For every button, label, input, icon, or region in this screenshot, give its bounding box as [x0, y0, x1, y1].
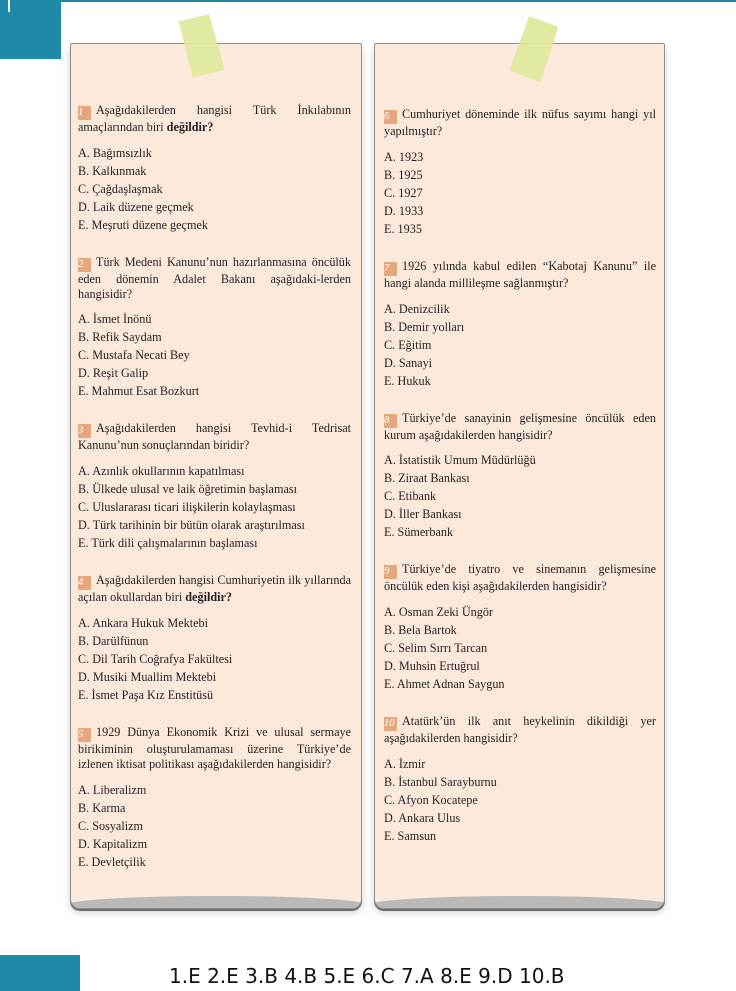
- top-accent-line: [0, 0, 736, 2]
- option-b[interactable]: B. Ziraat Bankası: [384, 471, 470, 486]
- question-text: [384, 714, 656, 746]
- option-b[interactable]: B. Bela Bartok: [384, 623, 457, 638]
- question-number-badge: 2: [78, 258, 91, 272]
- option-d[interactable]: D. Türk tarihinin bir bütün olarak araştırılması: [78, 518, 305, 533]
- option-list: [384, 451, 656, 541]
- question-number-badge: 6: [384, 110, 397, 124]
- option-c[interactable]: C. Uluslararası ticari ilişkilerin kolaylaşması: [78, 500, 296, 515]
- question-8: [384, 411, 656, 542]
- option-c[interactable]: C. Afyon Kocatepe: [384, 792, 478, 807]
- question-stem: Aşağıdakilerden hangisi Cumhuriyetin ilk yıllarında açılan okullardan biri: [78, 573, 351, 605]
- question-stem: Türkiye’de tiyatro ve sinemanın gelişmesine öncülük eden kişi aşağıdakilerden hangisidir?: [384, 562, 656, 594]
- card-curl: [374, 896, 665, 909]
- option-d[interactable]: D. Reşit Galip: [78, 366, 149, 381]
- question-text: [384, 259, 656, 291]
- question-2: [78, 255, 351, 401]
- question-text: [78, 103, 351, 135]
- option-b[interactable]: B. Ülkede ulusal ve laik öğretimin başlaması: [78, 482, 297, 497]
- option-b[interactable]: B. 1925: [384, 167, 423, 182]
- option-list: [78, 310, 351, 400]
- option-e[interactable]: E. 1935: [384, 221, 422, 236]
- question-emphasis: değildir?: [166, 120, 214, 134]
- option-e[interactable]: E. İsmet Paşa Kız Enstitüsü: [78, 687, 214, 702]
- option-b[interactable]: B. İstanbul Sarayburnu: [384, 774, 497, 789]
- question-text: [78, 725, 351, 772]
- option-d[interactable]: D. Laik düzene geçmek: [78, 199, 194, 214]
- option-a[interactable]: A. Liberalizm: [78, 782, 147, 797]
- option-b[interactable]: B. Darülfünun: [78, 633, 149, 648]
- card-curl: [70, 896, 362, 909]
- question-number-badge: 4: [78, 576, 91, 590]
- question-text: [384, 411, 656, 443]
- bottom-accent-block: [0, 955, 80, 991]
- option-a[interactable]: A. Osman Zeki Üngör: [384, 605, 493, 620]
- option-d[interactable]: D. Musiki Muallim Mektebi: [78, 669, 217, 684]
- question-stem: Aşağıdakilerden hangisi Türk İnkılabının amaçlarından biri: [78, 103, 351, 134]
- option-d[interactable]: D. Ankara Ulus: [384, 810, 461, 825]
- question-text: [78, 255, 351, 302]
- option-c[interactable]: C. Sosyalizm: [78, 818, 144, 833]
- option-e[interactable]: E. Türk dili çalışmalarının başlaması: [78, 536, 258, 551]
- option-c[interactable]: C. Dil Tarih Coğrafya Fakültesi: [78, 651, 233, 666]
- option-list: [78, 462, 351, 552]
- option-d[interactable]: D. 1933: [384, 203, 424, 218]
- option-c[interactable]: C. Çağdaşlaşmak: [78, 181, 163, 196]
- right-question-column: [384, 107, 656, 866]
- question-10: [384, 714, 656, 845]
- question-number-badge: 8: [384, 414, 397, 428]
- option-c[interactable]: C. Mustafa Necati Bey: [78, 348, 190, 363]
- question-stem: 1926 yılında kabul edilen “Kabotaj Kanunu” ile hangi alanda millileşme sağlanmıştır?: [384, 258, 656, 290]
- option-list: [384, 755, 656, 845]
- option-d[interactable]: D. Muhsin Ertuğrul: [384, 659, 480, 674]
- option-list: [384, 300, 656, 390]
- question-9: [384, 562, 656, 693]
- option-b[interactable]: B. Kalkınmak: [78, 163, 147, 178]
- option-c[interactable]: C. 1927: [384, 185, 423, 200]
- option-e[interactable]: E. Mahmut Esat Bozkurt: [78, 384, 200, 399]
- corner-notch: [8, 0, 10, 12]
- question-text: [384, 562, 656, 594]
- option-list: [384, 603, 656, 693]
- question-number-badge: 5: [78, 728, 91, 742]
- option-e[interactable]: E. Meşruti düzene geçmek: [78, 217, 208, 232]
- option-b[interactable]: B. Karma: [78, 800, 126, 815]
- option-list: [78, 614, 351, 704]
- question-5: [78, 725, 351, 871]
- option-b[interactable]: B. Refik Saydam: [78, 330, 162, 345]
- question-stem: Atatürk’ün ilk anıt heykelinin dikildiği yer aşağıdakilerden hangisidir?: [384, 714, 656, 746]
- option-list: [78, 781, 351, 871]
- option-e[interactable]: E. Ahmet Adnan Saygun: [384, 677, 505, 692]
- question-stem: 1929 Dünya Ekonomik Krizi ve ulusal sermaye birikiminin oluşturulamaması üzerine Türkiye’de izlenen iktisat politikası aşağıdakilerden hangisidir?: [78, 724, 351, 771]
- question-number-badge: 10: [384, 717, 397, 731]
- option-d[interactable]: D. İller Bankası: [384, 507, 462, 522]
- option-e[interactable]: E. Devletçilik: [78, 854, 146, 869]
- option-c[interactable]: C. Selim Sırrı Tarcan: [384, 641, 488, 656]
- option-a[interactable]: A. İsmet İnönü: [78, 312, 152, 327]
- question-4: [78, 573, 351, 704]
- option-a[interactable]: A. İzmir: [384, 756, 426, 771]
- left-question-column: [78, 103, 351, 892]
- question-6: [384, 107, 656, 238]
- option-b[interactable]: B. Demir yolları: [384, 319, 465, 334]
- question-number-badge: 7: [384, 262, 397, 276]
- option-a[interactable]: A. Azınlık okullarının kapatılması: [78, 464, 245, 479]
- question-number-badge: 3: [78, 424, 91, 438]
- question-3: [78, 421, 351, 552]
- question-emphasis: değildir?: [185, 590, 233, 605]
- answer-key: 1.E 2.E 3.B 4.B 5.E 6.C 7.A 8.E 9.D 10.B: [169, 964, 565, 988]
- question-text: [78, 421, 351, 453]
- option-a[interactable]: A. Denizcilik: [384, 301, 450, 316]
- option-a[interactable]: A. Ankara Hukuk Mektebi: [78, 615, 208, 630]
- option-c[interactable]: C. Eğitim: [384, 337, 432, 352]
- option-e[interactable]: E. Hukuk: [384, 373, 431, 388]
- question-number-badge: 1: [78, 106, 91, 120]
- option-a[interactable]: A. 1923: [384, 149, 424, 164]
- option-a[interactable]: A. Bağımsızlık: [78, 145, 152, 160]
- option-a[interactable]: A. İstatistik Umum Müdürlüğü: [384, 453, 536, 468]
- option-d[interactable]: D. Kapitalizm: [78, 836, 148, 851]
- question-1: [78, 103, 351, 234]
- question-stem: Cumhuriyet döneminde ilk nüfus sayımı hangi yıl yapılmıştır?: [384, 107, 656, 138]
- option-c[interactable]: C. Etibank: [384, 489, 437, 504]
- question-text: [384, 107, 656, 139]
- option-list: [78, 144, 351, 234]
- option-e[interactable]: E. Samsun: [384, 828, 437, 843]
- question-stem: Türk Medeni Kanunu’nun hazırlanmasına öncülük eden dönemin Adalet Bakanı aşağıdaki-lerden hangisidir?: [78, 254, 351, 301]
- question-stem: Aşağıdakilerden hangisi Tevhid-i Tedrisat Kanunu’nun sonuçlarından biridir?: [78, 421, 351, 453]
- question-number-badge: 9: [384, 565, 397, 579]
- option-d[interactable]: D. Sanayi: [384, 355, 433, 370]
- question-stem: Türkiye’de sanayinin gelişmesine öncülük eden kurum aşağıdakilerden hangisidir?: [384, 410, 656, 442]
- option-list: [384, 148, 656, 238]
- question-7: [384, 259, 656, 390]
- question-text: [78, 573, 351, 605]
- option-e[interactable]: E. Sümerbank: [384, 525, 454, 540]
